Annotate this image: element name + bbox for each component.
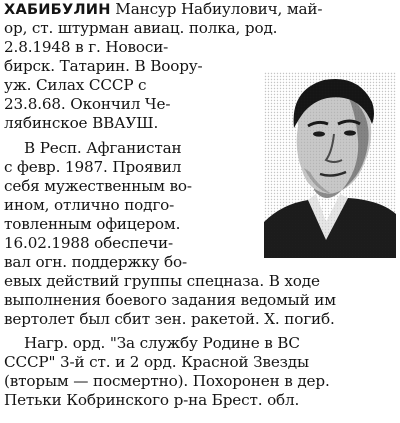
entry-line: 2.8.1948 в г. Новоси- (4, 38, 169, 56)
entry-line: лябинское ВВАУШ. (4, 114, 159, 132)
entry-line: уж. Силах СССР с (4, 76, 147, 94)
entry-line: ином, отлично подго- (4, 196, 175, 214)
entry-line: себя мужественным во- (4, 177, 192, 195)
entry-line: вертолет был сбит зен. ракетой. Х. погиб. (4, 310, 335, 328)
entry-line: СССР" 3-й ст. и 2 орд. Красной Звезды (4, 353, 309, 371)
entry-line: ор, ст. штурман авиац. полка, род. (4, 19, 278, 37)
portrait-photo (264, 72, 396, 258)
entry-line: (вторым — посмертно). Похоронен в дер. (4, 372, 330, 390)
entry-paragraph-start: Нагр. орд. "За службу Родине в ВС (24, 334, 300, 352)
entry-line: товленным офицером. (4, 215, 181, 233)
portrait-icon (264, 72, 396, 258)
entry-line: евых действий группы спецназа. В ходе (4, 272, 320, 290)
entry-first-line (4, 0, 322, 19)
entry-line: выполнения боевого задания ведомый им (4, 291, 336, 309)
entry-line: Мансур Набиулович, май- (115, 0, 323, 18)
entry-line: 23.8.68. Окончил Че- (4, 95, 171, 113)
entry-line: вал огн. поддержку бо- (4, 253, 187, 271)
entry-line: с февр. 1987. Проявил (4, 158, 182, 176)
entry-line: 16.02.1988 обеспечи- (4, 234, 173, 252)
entry-line: Петьки Кобринского р-на Брест. обл. (4, 391, 300, 409)
entry-paragraph-start: В Респ. Афганистан (24, 139, 182, 157)
entry-surname: ХАБИБУЛИН (4, 1, 111, 18)
entry-line: бирск. Татарин. В Воору- (4, 57, 203, 75)
